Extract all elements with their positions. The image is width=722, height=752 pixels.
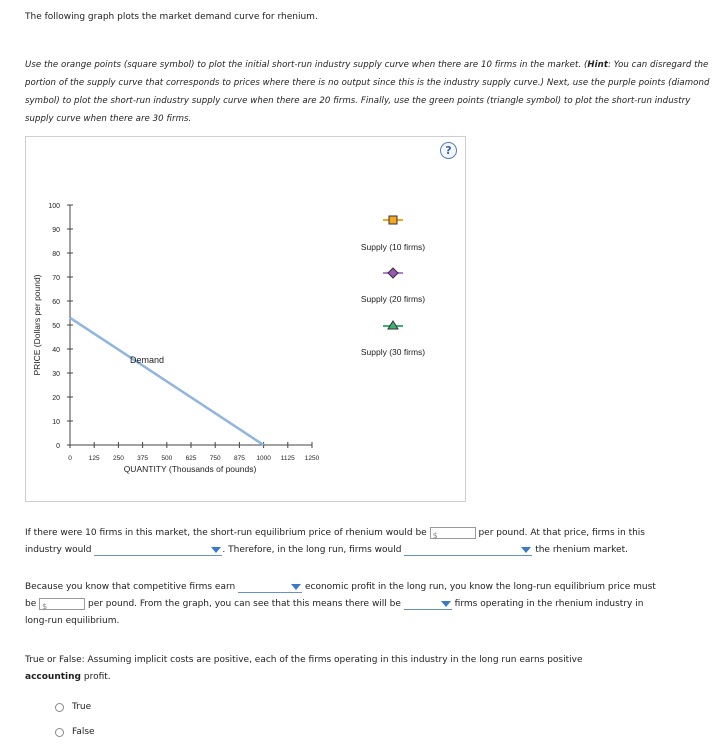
x-tick-label: 750: [209, 455, 221, 462]
y-axis-label: PRICE (Dollars per pound): [32, 274, 42, 376]
purple-diamond-icon[interactable]: [388, 268, 398, 278]
currency-symbol: $: [42, 601, 48, 611]
q2-text-6: long-run equilibrium.: [25, 616, 120, 626]
y-tick-label: 70: [52, 275, 60, 282]
x-tick-label: 0: [68, 455, 72, 462]
x-tick-label: 1250: [304, 455, 320, 462]
profit-status-dropdown[interactable]: [94, 544, 222, 556]
question-2: [25, 579, 715, 630]
x-tick-label: 375: [137, 455, 149, 462]
q3-text-2: profit.: [83, 672, 111, 682]
price-input-10-firms[interactable]: [430, 527, 476, 539]
q2-text-4: per pound. From the graph, you can see that this means there will be: [88, 599, 401, 609]
q1-text-1: If there were 10 firms in this market, the short-run equilibrium price of rhenium would be: [25, 528, 427, 538]
q1-text-5: the rhenium market.: [535, 545, 628, 555]
radio-false-label: False: [72, 727, 95, 737]
legend-square-supply-10[interactable]: [383, 216, 403, 224]
y-tick-label: 30: [52, 371, 60, 378]
firm-entry-exit-dropdown[interactable]: [404, 544, 532, 556]
x-tick-label: 250: [112, 455, 124, 462]
instructions-part1: Use the orange points (square symbol) to plot the initial short-run industry supply curve when there are 10 firms in the market. (: [25, 60, 588, 70]
y-tick-label: 80: [52, 251, 60, 258]
help-icon[interactable]: ?: [440, 142, 457, 159]
question-3: [25, 652, 715, 686]
y-tick-label: 100: [48, 203, 60, 210]
chevron-down-icon: [521, 547, 531, 553]
radio-circle-icon[interactable]: [55, 703, 64, 712]
q1-text-2: per pound. At that price, firms in this: [478, 528, 645, 538]
y-tick-label: 40: [52, 347, 60, 354]
legend-triangle-supply-30[interactable]: [383, 321, 403, 329]
demand-curve[interactable]: [70, 318, 264, 445]
radio-circle-icon[interactable]: [55, 728, 64, 737]
question-1: [25, 525, 715, 559]
x-axis-label: QUANTITY (Thousands of pounds): [123, 464, 257, 474]
q1-text-4: . Therefore, in the long run, firms would: [222, 545, 402, 555]
long-run-price-input[interactable]: [39, 598, 85, 610]
legend-label-20: Supply (20 firms): [360, 294, 426, 304]
y-tick-label: 60: [52, 299, 60, 306]
q2-text-1: Because you know that competitive firms earn: [25, 582, 236, 592]
long-run-profit-dropdown[interactable]: [238, 581, 302, 593]
q2-text-3: be: [25, 599, 37, 609]
q2-text-2: economic profit in the long run, you know the long-run equilibrium price must: [304, 582, 656, 592]
legend-diamond-supply-20[interactable]: [383, 268, 403, 278]
radio-false[interactable]: [55, 725, 95, 739]
currency-symbol: $: [432, 530, 438, 540]
x-tick-label: 500: [161, 455, 173, 462]
x-tick-label: 625: [185, 455, 197, 462]
x-tick-label: 1125: [280, 455, 295, 462]
q3-bold-word: accounting: [25, 672, 81, 682]
demand-label: Demand: [130, 355, 165, 365]
y-tick-label: 50: [52, 323, 60, 330]
instructions-part2: : You can disregard the portion of the supply curve that corresponds to prices where there is no output since this is the industry supply curve.) Next, use the purple points (diamond symbol) to plot the short-run industry supply curve when there are 20 firms. Finally, use the green points (triangle symbol) to plot the short-run industry supply curve when there are 30 firms.: [25, 60, 710, 124]
chevron-down-icon: [441, 601, 451, 607]
x-tick-label: 1000: [256, 455, 271, 462]
chevron-down-icon: [291, 584, 301, 590]
q2-text-5: firms operating in the rhenium industry in: [454, 599, 644, 609]
y-tick-label: 90: [52, 227, 60, 234]
orange-square-icon[interactable]: [389, 216, 397, 224]
radio-true[interactable]: [55, 700, 91, 714]
y-tick-label: 20: [52, 395, 60, 402]
chevron-down-icon: [211, 547, 221, 553]
intro-text: The following graph plots the market demand curve for rhenium.: [25, 12, 318, 22]
y-tick-label: 10: [52, 419, 60, 426]
y-tick-label: 0: [56, 443, 60, 450]
number-of-firms-dropdown[interactable]: [404, 598, 452, 610]
hint-label: Hint: [587, 60, 608, 70]
legend-label-10: Supply (10 firms): [360, 242, 426, 252]
q1-text-3: industry would: [25, 545, 92, 555]
q3-text-1: True or False: Assuming implicit costs are positive, each of the firms operating in this industry in the long run earns positive: [25, 655, 583, 665]
x-tick-label: 125: [88, 455, 100, 462]
x-tick-label: 875: [233, 455, 245, 462]
radio-true-label: True: [72, 702, 92, 712]
legend-label-30: Supply (30 firms): [360, 347, 426, 357]
